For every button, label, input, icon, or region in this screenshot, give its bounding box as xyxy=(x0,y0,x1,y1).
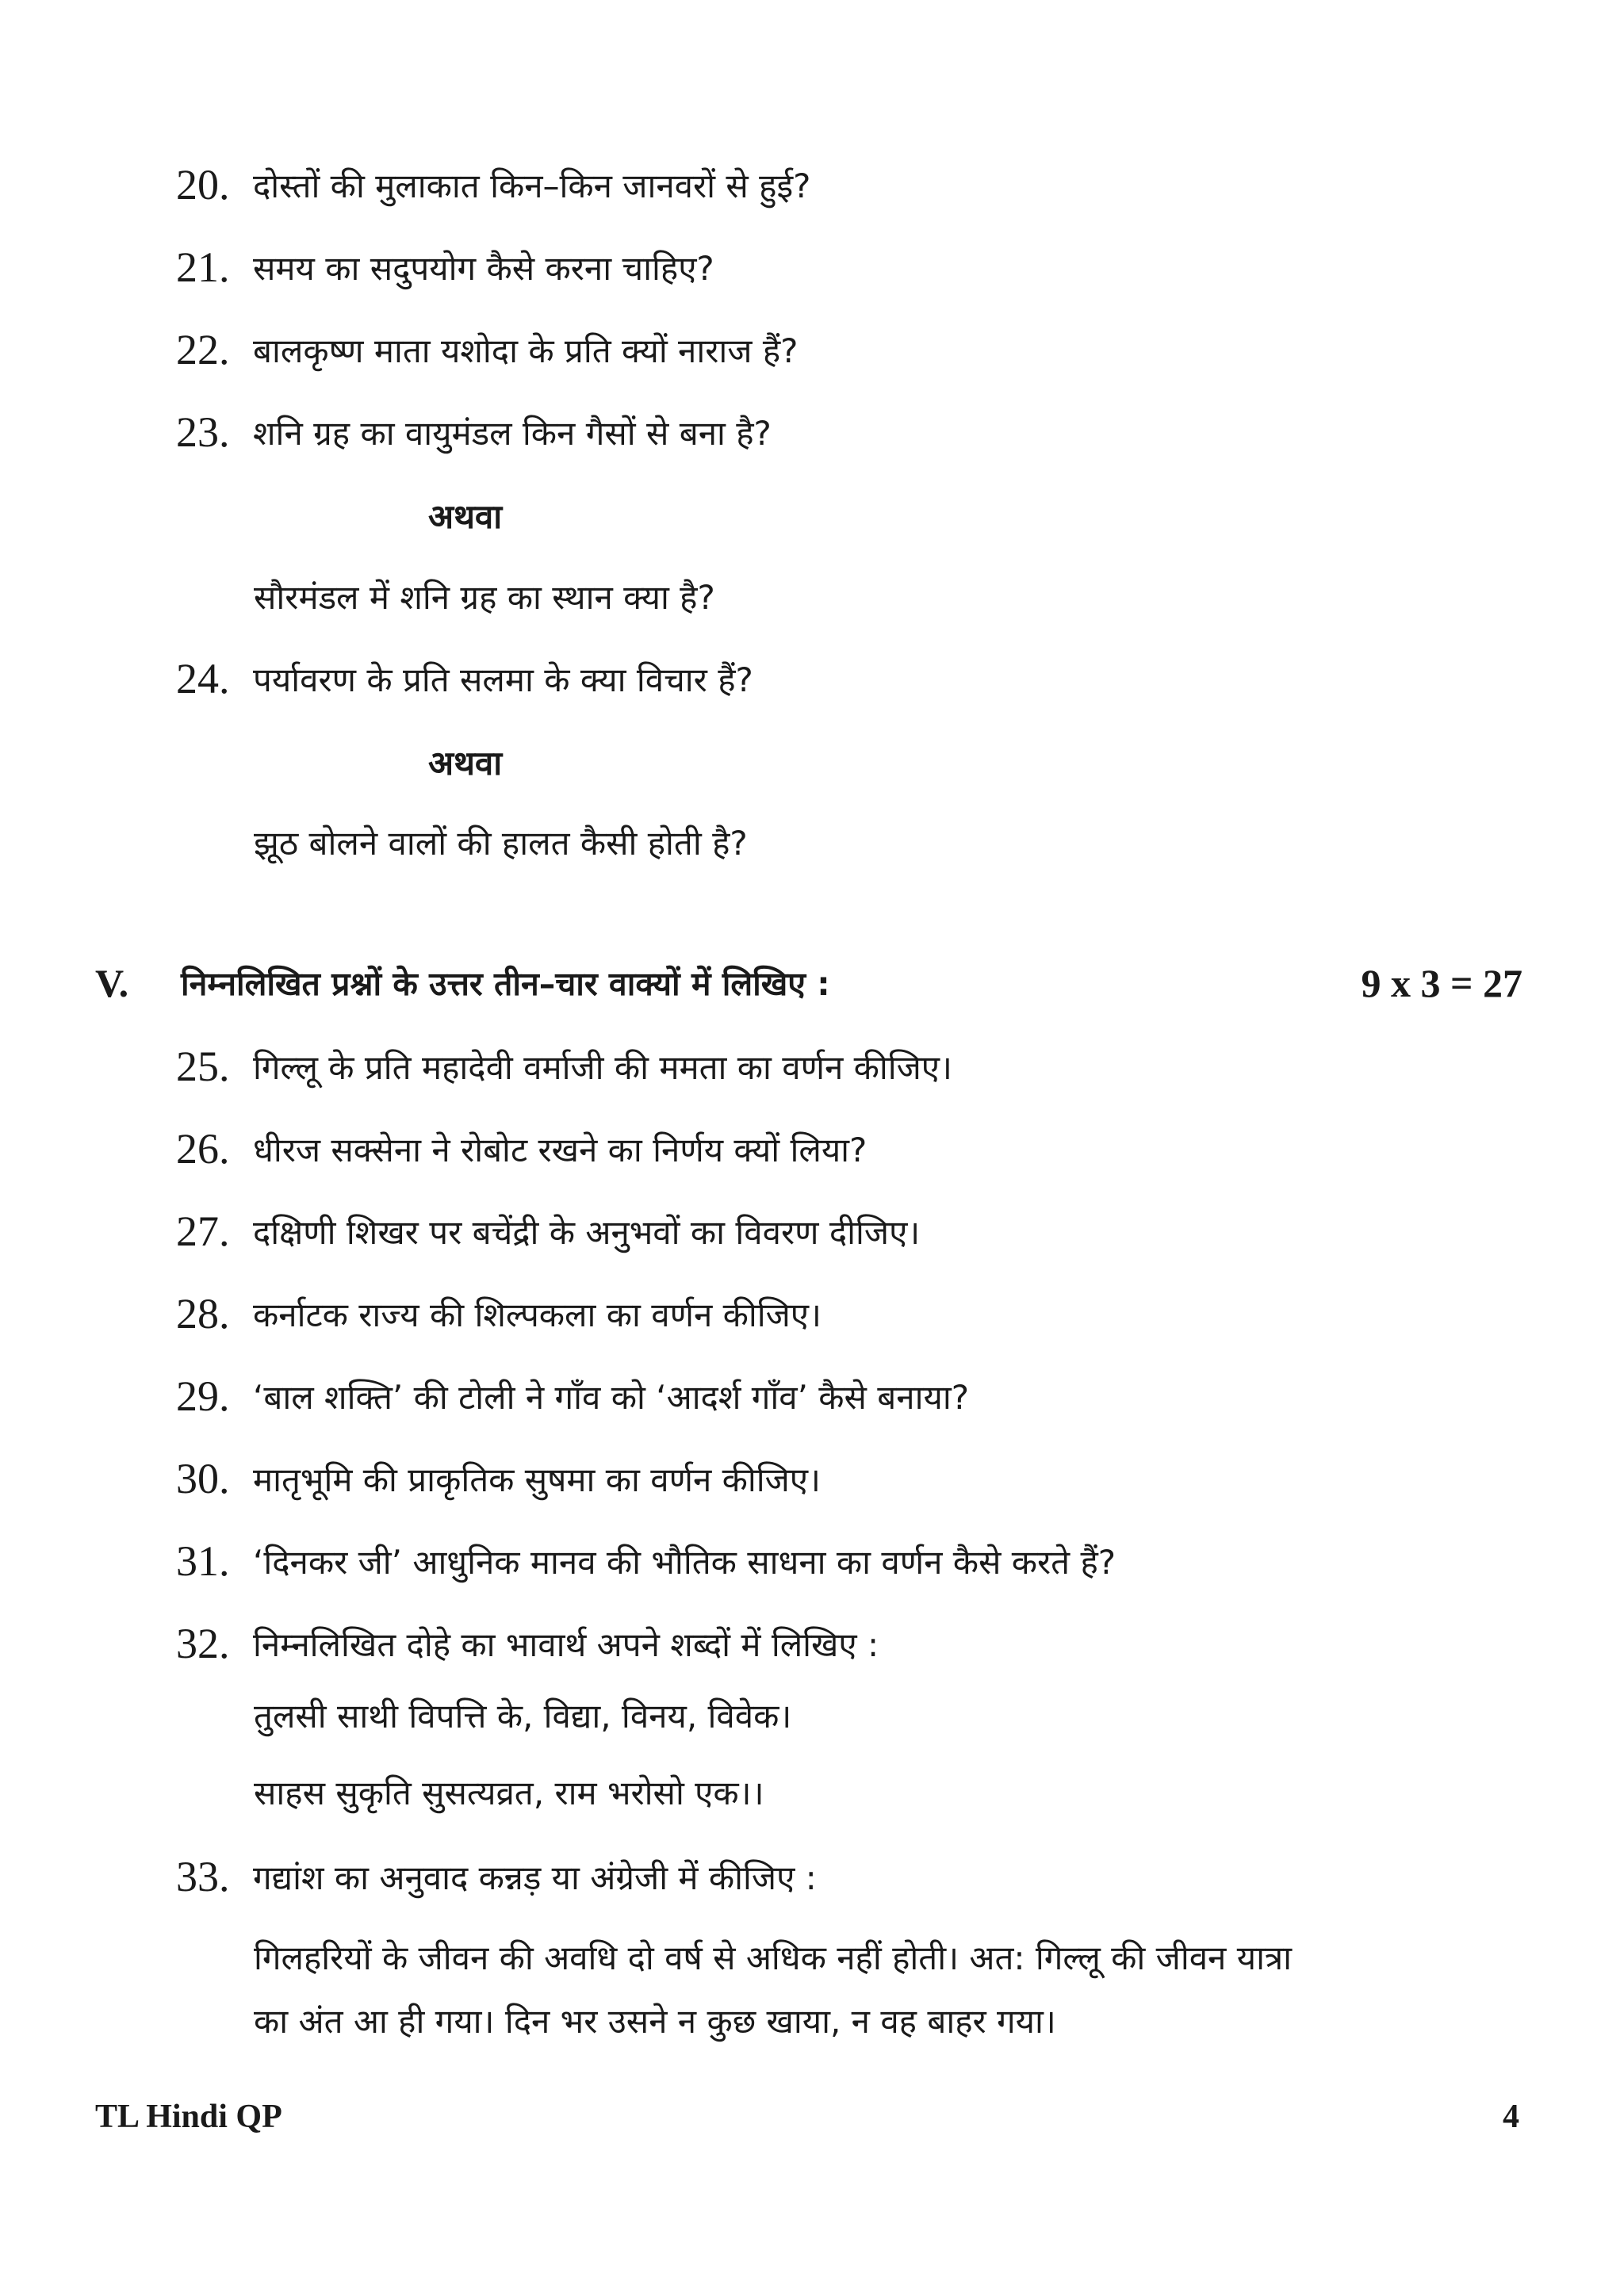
question-number: 21. xyxy=(176,243,230,291)
question-text: गद्यांश का अनुवाद कन्नड़ या अंग्रेजी में कीजिए : xyxy=(253,1858,817,1897)
question-number: 32. xyxy=(176,1620,230,1667)
question-24 xyxy=(176,647,753,710)
alternative-label: अथवा xyxy=(428,743,503,783)
question-32 xyxy=(176,1612,879,1675)
question-text: मातृभूमि की प्राकृतिक सुषमा का वर्णन कीजिए। xyxy=(253,1460,821,1499)
question-28 xyxy=(176,1282,822,1345)
section-number: V. xyxy=(95,961,129,1005)
question-text: शनि ग्रह का वायुमंडल किन गैसों से बना है? xyxy=(253,413,772,453)
alternative-label: अथवा xyxy=(428,496,503,536)
question-text: ‘बाल शक्ति’ की टोली ने गाँव को ‘आदर्श गाँव’ कैसे बनाया? xyxy=(253,1377,969,1417)
question-text: ‘दिनकर जी’ आधुनिक मानव की भौतिक साधना का वर्णन कैसे करते हैं? xyxy=(253,1542,1116,1582)
question-number: 23. xyxy=(176,408,230,456)
question-text: दक्षिणी शिखर पर बचेंद्री के अनुभवों का विवरण दीजिए। xyxy=(253,1212,921,1252)
question-text: निम्नलिखित दोहे का भावार्थ अपने शब्दों में लिखिए : xyxy=(253,1624,879,1664)
question-number: 24. xyxy=(176,655,230,702)
question-30 xyxy=(176,1447,821,1510)
question-text: कर्नाटक राज्य की शिल्पकला का वर्णन कीजिए। xyxy=(253,1295,822,1334)
question-text: गिल्लू के प्रति महादेवी वर्माजी की ममता का वर्णन कीजिए। xyxy=(253,1047,952,1087)
question-33 xyxy=(176,1845,817,1908)
question-number: 33. xyxy=(176,1853,230,1900)
question-number: 26. xyxy=(176,1125,230,1173)
question-number: 25. xyxy=(176,1043,230,1090)
section-title: निम्नलिखित प्रश्नों के उत्तर तीन–चार वाक्यों में लिखिए : xyxy=(181,965,830,1003)
passage-line-2: का अंत आ ही गया। दिन भर उसने न कुछ खाया, न वह बाहर गया। xyxy=(254,2001,1056,2041)
question-number: 31. xyxy=(176,1537,230,1585)
question-text: बालकृष्ण माता यशोदा के प्रति क्यों नाराज हैं? xyxy=(253,331,799,370)
footer-label: TL Hindi QP xyxy=(95,2099,282,2135)
question-20 xyxy=(176,153,810,216)
question-number: 20. xyxy=(176,161,230,209)
question-text: पर्यावरण के प्रति सलमा के क्या विचार हैं? xyxy=(253,660,753,699)
doha-line-2: साहस सुकृति सुसत्यव्रत, राम भरोसो एक।। xyxy=(254,1773,764,1812)
question-number: 27. xyxy=(176,1207,230,1255)
question-29 xyxy=(176,1364,969,1428)
doha-line-1: तुलसी साथी विपत्ति के, विद्या, विनय, विवेक। xyxy=(254,1696,792,1735)
question-27 xyxy=(176,1200,920,1263)
question-21 xyxy=(176,235,714,299)
section-header xyxy=(95,951,1522,1015)
question-23-alternative: सौरमंडल में शनि ग्रह का स्थान क्या है? xyxy=(254,577,715,617)
question-number: 29. xyxy=(176,1372,230,1420)
question-text: दोस्तों की मुलाकात किन–किन जानवरों से हुई? xyxy=(253,166,811,205)
question-24-alternative: झूठ बोलने वालों की हालत कैसी होती है? xyxy=(254,823,748,863)
page-number: 4 xyxy=(1503,2099,1519,2135)
section-marks: 9 x 3 = 27 xyxy=(1361,961,1522,1005)
question-26 xyxy=(176,1117,867,1181)
question-number: 30. xyxy=(176,1455,230,1502)
question-31 xyxy=(176,1529,1116,1593)
question-25 xyxy=(176,1035,952,1098)
question-number: 22. xyxy=(176,326,230,373)
passage-line-1: गिलहरियों के जीवन की अवधि दो वर्ष से अधिक नहीं होती। अत: गिल्लू की जीवन यात्रा xyxy=(254,1938,1293,1977)
question-text: समय का सदुपयोग कैसे करना चाहिए? xyxy=(253,248,714,288)
question-number: 28. xyxy=(176,1290,230,1337)
question-text: धीरज सक्सेना ने रोबोट रखने का निर्णय क्यों लिया? xyxy=(253,1130,868,1169)
question-22 xyxy=(176,318,798,381)
question-23 xyxy=(176,400,772,464)
